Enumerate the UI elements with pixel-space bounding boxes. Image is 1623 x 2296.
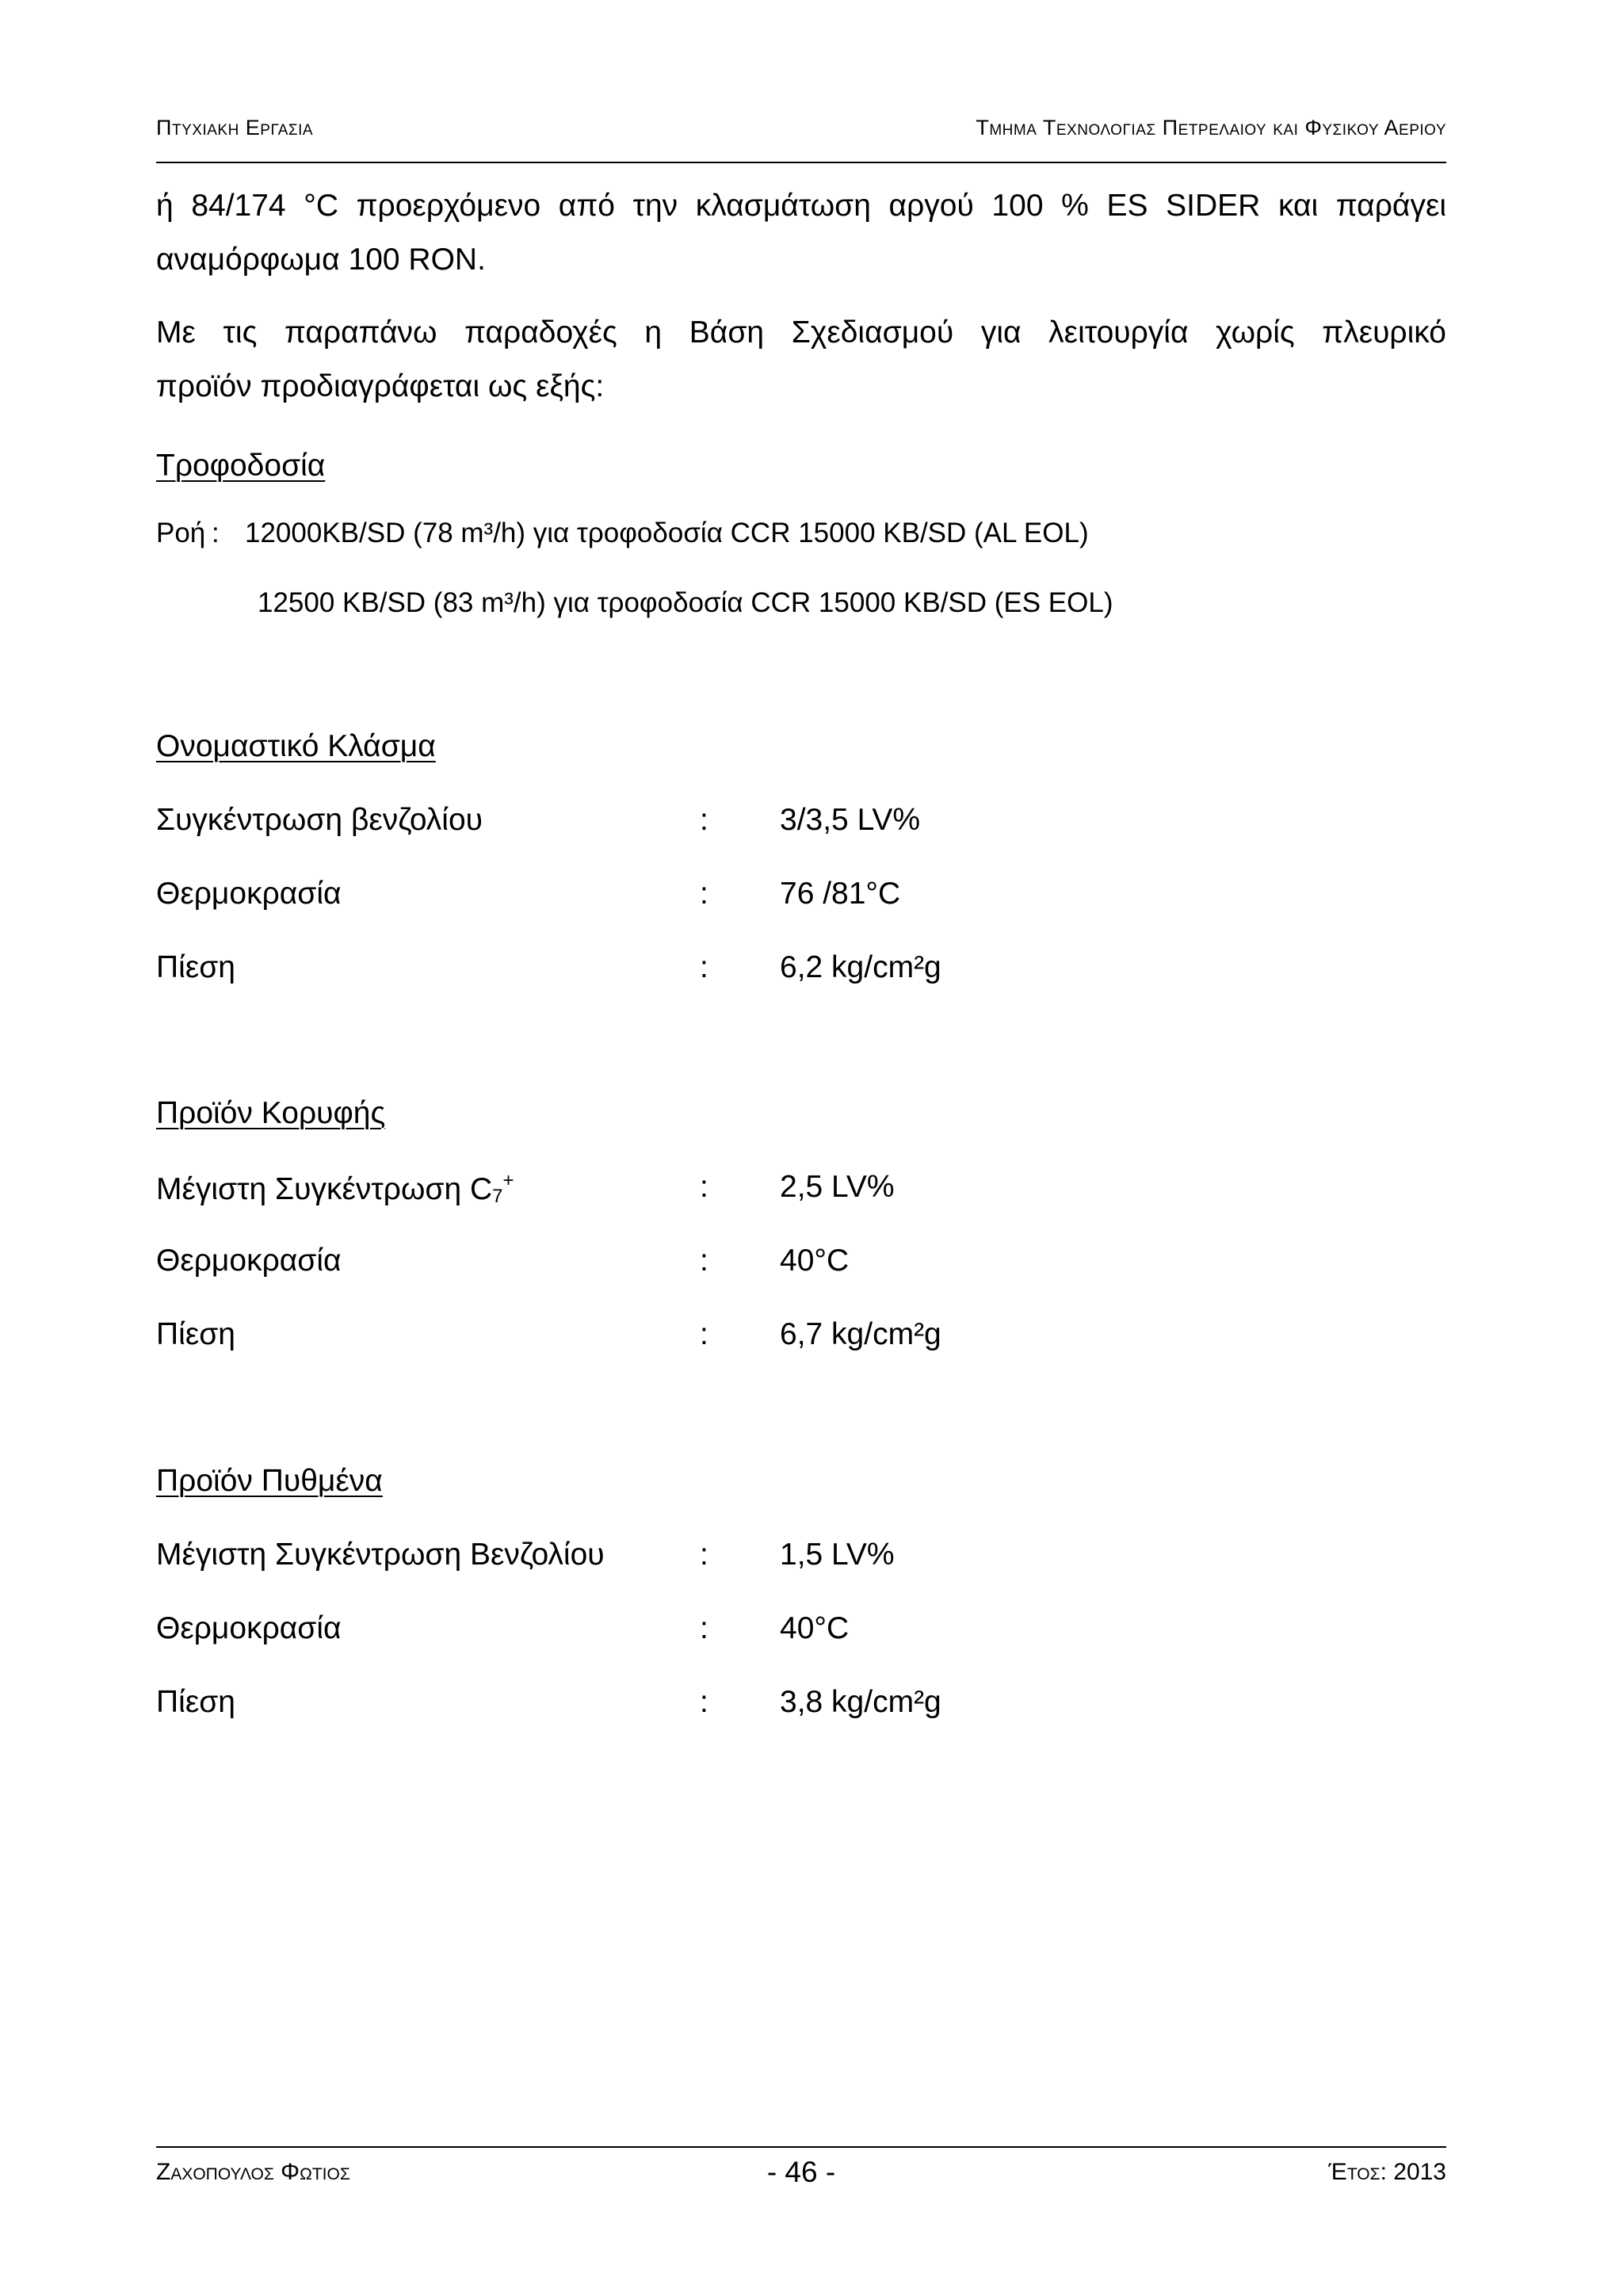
footer-year: Έτος: 2013: [1328, 2159, 1446, 2185]
spec-colon: :: [700, 1244, 708, 1278]
spec-label: Μέγιστη Συγκέντρωση Βενζολίου: [156, 1538, 605, 1572]
feed-flow-colon: :: [212, 518, 220, 548]
spec-colon: :: [700, 950, 708, 984]
spec-value: 2,5 LV%: [780, 1170, 895, 1204]
feed-flow-value-2: 12500 KB/SD (83 m³/h) για τροφοδοσία CCR 15000 KB/SD (ES EOL): [258, 587, 1113, 618]
spec-value: 1,5 LV%: [780, 1538, 895, 1572]
header-thesis-title: Πτυχιακη Εργασια: [156, 116, 314, 139]
intro-paragraph: [156, 179, 1446, 287]
spec-label: Πίεση: [156, 1685, 235, 1719]
spec-colon: :: [700, 1170, 708, 1204]
feed-flow-value-1: 12000KB/SD (78 m³/h) για τροφοδοσία CCR 15000 KB/SD (AL EOL): [245, 518, 1089, 548]
spec-value: 3/3,5 LV%: [780, 803, 921, 837]
page-header: [156, 109, 1446, 163]
header-department: Τμημα Τεχνολογιας Πετρελαιου και Φυσικου Αεριου: [976, 116, 1446, 139]
spec-colon: :: [700, 1611, 708, 1645]
design-basis-line-2: προϊόν προδιαγράφεται ως εξής:: [156, 369, 605, 403]
spec-label: Θερμοκρασία: [156, 1244, 342, 1278]
spec-label-text: Μέγιστη Συγκέντρωση C: [156, 1172, 493, 1206]
spec-label: [156, 1171, 514, 1206]
bottom-product-heading: Προϊόν Πυθμένα: [156, 1464, 383, 1498]
footer-author: Ζαχοπουλος Φωτιος: [156, 2159, 350, 2185]
spec-value: 40°C: [780, 1611, 850, 1645]
spec-colon: :: [700, 877, 708, 911]
feed-flow-row-1: [156, 519, 1089, 547]
spec-value: 76 /81°C: [780, 877, 901, 911]
spec-label: Πίεση: [156, 950, 235, 984]
spec-value: 3,8 kg/cm²g: [780, 1685, 941, 1719]
page-footer: [156, 2146, 1446, 2195]
feed-heading: Τροφοδοσία: [156, 449, 326, 483]
design-basis-line-1: Με τις παραπάνω παραδοχές η Βάση Σχεδιασμού για λειτουργία χωρίς πλευρικό: [156, 315, 1446, 350]
feed-flow-row-2: [258, 589, 1113, 617]
spec-label: Θερμοκρασία: [156, 1611, 342, 1645]
design-basis-paragraph: [156, 306, 1446, 414]
spec-colon: :: [700, 1685, 708, 1719]
spec-value: 6,7 kg/cm²g: [780, 1317, 941, 1351]
spec-colon: :: [700, 803, 708, 837]
spec-colon: :: [700, 1317, 708, 1351]
nominal-fraction-heading: Ονομαστικό Κλάσμα: [156, 729, 436, 763]
spec-label: Συγκέντρωση βενζολίου: [156, 803, 483, 837]
spec-value: 40°C: [780, 1244, 850, 1278]
spec-value: 6,2 kg/cm²g: [780, 950, 941, 984]
spec-label: Πίεση: [156, 1317, 235, 1351]
top-product-heading: Προϊόν Κορυφής: [156, 1096, 386, 1130]
spec-label-subscript: 7: [492, 1186, 503, 1207]
spec-colon: :: [700, 1538, 708, 1572]
intro-line-2: αναμόρφωμα 100 RON.: [156, 243, 486, 277]
spec-label: Θερμοκρασία: [156, 877, 342, 911]
feed-flow-label: Ροή: [156, 518, 206, 548]
spec-label-superscript: +: [502, 1170, 514, 1191]
intro-line-1: ή 84/174 °C προερχόμενο από την κλασμάτωση αργού 100 % ES SIDER και παράγει: [156, 189, 1446, 223]
page-number: - 46 -: [766, 2156, 836, 2188]
